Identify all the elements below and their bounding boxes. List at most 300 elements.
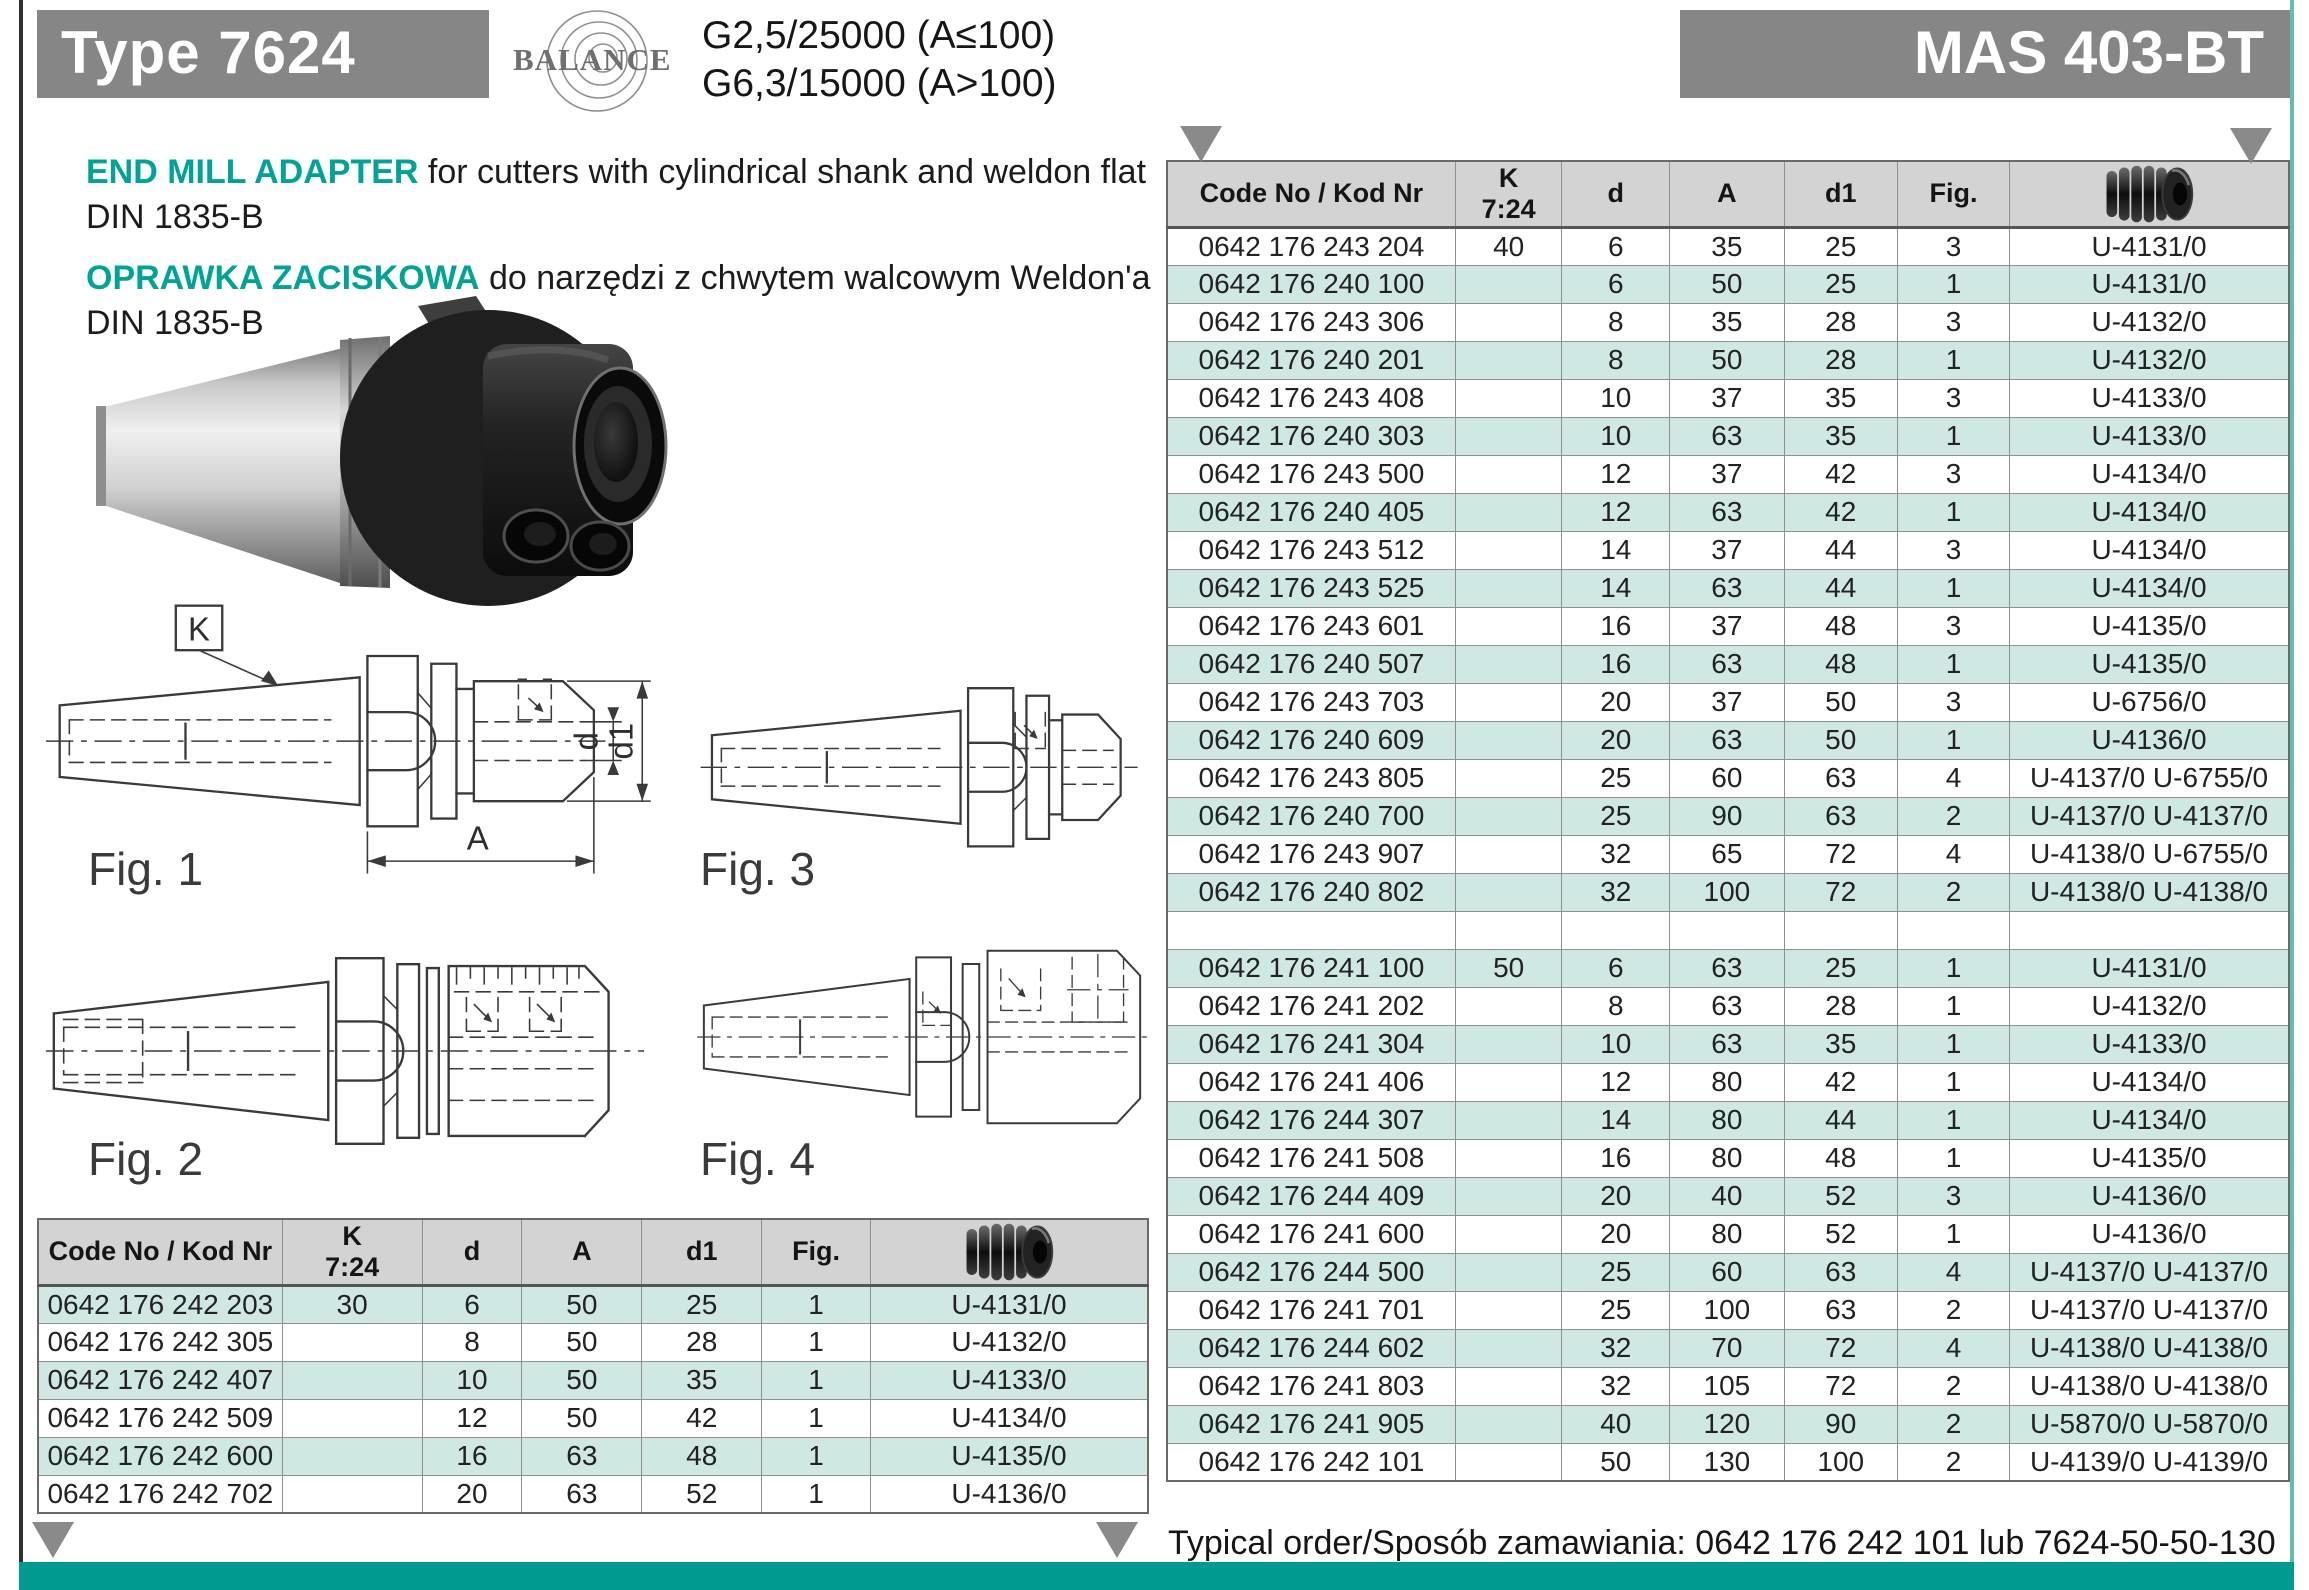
- cell-k: [1455, 379, 1562, 417]
- cell-d1: 72: [1784, 873, 1897, 911]
- table-row: [1167, 1101, 2289, 1139]
- col-header-fig: Fig.: [1897, 161, 2009, 227]
- cell-d: 12: [1562, 493, 1670, 531]
- cell-fig: 2: [1897, 797, 2009, 835]
- screw-wrap: [2010, 160, 2288, 218]
- cell-code: 0642 176 241 600: [1167, 1215, 1455, 1253]
- table-row: [1167, 987, 2289, 1025]
- cell-d1: 35: [1784, 379, 1897, 417]
- cell-a: 63: [1670, 569, 1784, 607]
- cell-code: 0642 176 243 907: [1167, 835, 1455, 873]
- cell-code: 0642 176 240 405: [1167, 493, 1455, 531]
- cell-k: [1455, 341, 1562, 379]
- cell-u: U-4131/0: [870, 1285, 1148, 1323]
- cell-d: 16: [422, 1437, 522, 1475]
- cell-d1: 42: [642, 1399, 762, 1437]
- cell-k: [1455, 987, 1562, 1025]
- cell-a: [1670, 911, 1784, 949]
- cell-a: 63: [522, 1437, 642, 1475]
- description-en-text: for cutters with cylindrical shank and weldon flat DIN 1835-B: [86, 153, 1147, 236]
- description-pl-text: do narzędzi z chwytem walcowym Weldon'a DIN 1835-B: [86, 259, 1151, 342]
- cell-fig: 1: [762, 1475, 871, 1513]
- set-screw-icon: [963, 1218, 1055, 1286]
- cell-u: U-4138/0 U-4138/0: [2010, 1329, 2289, 1367]
- table-row: [1167, 607, 2289, 645]
- cell-k: [1455, 493, 1562, 531]
- cell-a: 50: [522, 1361, 642, 1399]
- description-en: [86, 150, 1164, 240]
- table-row: [38, 1475, 1148, 1513]
- cell-code: 0642 176 240 802: [1167, 873, 1455, 911]
- table-row: [1167, 341, 2289, 379]
- cell-a: 37: [1670, 607, 1784, 645]
- cell-d: 8: [1562, 987, 1670, 1025]
- cell-code: 0642 176 240 507: [1167, 645, 1455, 683]
- standard-label: MAS 403-BT: [1680, 10, 2290, 98]
- cell-u: U-4136/0: [2010, 1177, 2289, 1215]
- table-row: [1167, 1443, 2289, 1481]
- cell-d: 16: [1562, 607, 1670, 645]
- col-header-code: Code No / Kod Nr: [1167, 161, 1455, 227]
- cell-fig: 3: [1897, 531, 2009, 569]
- cell-fig: 3: [1897, 227, 2009, 265]
- cell-d1: 25: [1784, 227, 1897, 265]
- cell-fig: 1: [1897, 1101, 2009, 1139]
- table-row: [1167, 303, 2289, 341]
- cell-a: 63: [1670, 949, 1784, 987]
- cell-a: 63: [1670, 987, 1784, 1025]
- cell-a: 35: [1670, 227, 1784, 265]
- cell-d1: 25: [1784, 949, 1897, 987]
- cell-d: 14: [1562, 1101, 1670, 1139]
- cell-a: 40: [1670, 1177, 1784, 1215]
- cell-a: 80: [1670, 1215, 1784, 1253]
- cell-d1: 50: [1784, 721, 1897, 759]
- col-header-code: Code No / Kod Nr: [38, 1219, 282, 1285]
- cell-a: 37: [1670, 379, 1784, 417]
- cell-u: U-4132/0: [870, 1323, 1148, 1361]
- table-row: [1167, 949, 2289, 987]
- cell-k: 40: [1455, 227, 1562, 265]
- cell-code: 0642 176 241 304: [1167, 1025, 1455, 1063]
- cell-d1: 44: [1784, 569, 1897, 607]
- cell-code: 0642 176 242 407: [38, 1361, 282, 1399]
- cell-code: 0642 176 243 204: [1167, 227, 1455, 265]
- cell-fig: 1: [762, 1361, 871, 1399]
- cell-d: 14: [1562, 531, 1670, 569]
- cell-a: 63: [1670, 493, 1784, 531]
- cell-d1: 28: [642, 1323, 762, 1361]
- fig1-dim-d1: d1: [602, 722, 640, 760]
- cell-k: [1455, 759, 1562, 797]
- table-row: [1167, 265, 2289, 303]
- cell-fig: 1: [1897, 1215, 2009, 1253]
- cell-code: 0642 176 243 408: [1167, 379, 1455, 417]
- description-pl-title: OPRAWKA ZACISKOWA: [86, 259, 480, 297]
- table-row: [1167, 1139, 2289, 1177]
- cell-d: 6: [1562, 265, 1670, 303]
- cell-u: U-4136/0: [870, 1475, 1148, 1513]
- table-row: [1167, 873, 2289, 911]
- cell-d1: 28: [1784, 341, 1897, 379]
- cell-a: 35: [1670, 303, 1784, 341]
- cell-u: U-4135/0: [2010, 1139, 2289, 1177]
- cell-d: 32: [1562, 1367, 1670, 1405]
- cell-d: 20: [422, 1475, 522, 1513]
- cell-fig: 1: [1897, 987, 2009, 1025]
- cell-d1: 42: [1784, 493, 1897, 531]
- cell-d: 40: [1562, 1405, 1670, 1443]
- table-row: [1167, 797, 2289, 835]
- cell-u: U-4132/0: [2010, 303, 2289, 341]
- cell-k: [282, 1437, 422, 1475]
- cell-a: 50: [1670, 265, 1784, 303]
- cell-u: U-5870/0 U-5870/0: [2010, 1405, 2289, 1443]
- balance-spec: [702, 12, 1057, 108]
- cell-code: 0642 176 243 703: [1167, 683, 1455, 721]
- cell-d1: 42: [1784, 455, 1897, 493]
- cell-d1: 100: [1784, 1443, 1897, 1481]
- col-header-d: d: [422, 1219, 522, 1285]
- cell-k: [1455, 911, 1562, 949]
- balance-logo: [505, 4, 690, 116]
- table-row: [1167, 493, 2289, 531]
- fig1-dim-a: A: [466, 819, 489, 857]
- cell-fig: 4: [1897, 1329, 2009, 1367]
- table-row: [1167, 759, 2289, 797]
- cell-d1: [1784, 911, 1897, 949]
- cell-code: 0642 176 243 500: [1167, 455, 1455, 493]
- cell-k: [1455, 569, 1562, 607]
- cell-code: 0642 176 243 525: [1167, 569, 1455, 607]
- table-row: [1167, 911, 2289, 949]
- cell-u: U-4131/0: [2010, 265, 2289, 303]
- cell-fig: 1: [1897, 1025, 2009, 1063]
- cell-a: 63: [1670, 645, 1784, 683]
- cell-u: U-4136/0: [2010, 721, 2289, 759]
- cell-u: U-4137/0 U-4137/0: [2010, 1291, 2289, 1329]
- cell-a: 80: [1670, 1139, 1784, 1177]
- cell-d1: 72: [1784, 1367, 1897, 1405]
- balance-spec-line2: G6,3/15000 (A>100): [702, 62, 1057, 105]
- cell-k: [282, 1399, 422, 1437]
- table-row: [1167, 1253, 2289, 1291]
- right-edge-rule: [2290, 0, 2294, 1562]
- col-header-d1: d1: [642, 1219, 762, 1285]
- cell-d1: 48: [1784, 1139, 1897, 1177]
- cell-code: 0642 176 243 306: [1167, 303, 1455, 341]
- table-row: [38, 1399, 1148, 1437]
- cell-d: 25: [1562, 1291, 1670, 1329]
- cell-code: 0642 176 240 700: [1167, 797, 1455, 835]
- cell-k: [1455, 1101, 1562, 1139]
- cell-code: 0642 176 240 609: [1167, 721, 1455, 759]
- col-header-k-line2: 7:24: [1481, 193, 1536, 224]
- table-row: [1167, 1177, 2289, 1215]
- cell-u: U-4134/0: [2010, 455, 2289, 493]
- cell-k: [1455, 265, 1562, 303]
- screw-wrap: [871, 1218, 1147, 1276]
- col-header-k-line2: 7:24: [325, 1251, 380, 1282]
- cell-k: [1455, 607, 1562, 645]
- cell-k: [1455, 797, 1562, 835]
- cell-k: [1455, 303, 1562, 341]
- down-triangle-icon: [32, 1522, 74, 1558]
- cell-u: U-4138/0 U-4138/0: [2010, 1367, 2289, 1405]
- cell-fig: 1: [1897, 417, 2009, 455]
- table-row: [1167, 1063, 2289, 1101]
- cell-k: [1455, 683, 1562, 721]
- cell-d1: 72: [1784, 1329, 1897, 1367]
- balance-logo-text: BALANCE: [513, 42, 672, 77]
- cell-fig: 1: [762, 1399, 871, 1437]
- cell-d: 6: [422, 1285, 522, 1323]
- cell-u: U-4134/0: [2010, 569, 2289, 607]
- cell-d: 10: [422, 1361, 522, 1399]
- cell-fig: 1: [1897, 721, 2009, 759]
- cell-code: 0642 176 243 512: [1167, 531, 1455, 569]
- cell-a: 80: [1670, 1063, 1784, 1101]
- figure-1-label: Fig. 1: [88, 843, 204, 895]
- cell-code: 0642 176 241 803: [1167, 1367, 1455, 1405]
- cell-u: U-6756/0: [2010, 683, 2289, 721]
- cell-code: 0642 176 241 100: [1167, 949, 1455, 987]
- fig1-k-callout: K: [188, 610, 211, 648]
- cell-fig: 1: [762, 1323, 871, 1361]
- cell-code: 0642 176 244 500: [1167, 1253, 1455, 1291]
- cell-d1: 28: [1784, 303, 1897, 341]
- cell-code: 0642 176 240 201: [1167, 341, 1455, 379]
- col-header-k-line1: K: [1498, 162, 1519, 193]
- cell-a: 63: [522, 1475, 642, 1513]
- cell-fig: 1: [1897, 645, 2009, 683]
- down-triangle-icon: [2230, 128, 2272, 164]
- cell-d1: 63: [1784, 797, 1897, 835]
- cell-u: U-4134/0: [2010, 493, 2289, 531]
- cell-u: U-4134/0: [2010, 1101, 2289, 1139]
- set-screw-icon: [2103, 160, 2195, 228]
- cell-fig: 1: [1897, 265, 2009, 303]
- cell-d1: 90: [1784, 1405, 1897, 1443]
- table-row: [1167, 417, 2289, 455]
- table-row: [1167, 227, 2289, 265]
- cell-d: 12: [1562, 455, 1670, 493]
- cell-u: U-4133/0: [2010, 1025, 2289, 1063]
- spec-table-k40-k50-body: [1167, 227, 2289, 1481]
- cell-d1: 35: [642, 1361, 762, 1399]
- col-header-fig: Fig.: [762, 1219, 871, 1285]
- cell-a: 63: [1670, 721, 1784, 759]
- cell-d: 12: [1562, 1063, 1670, 1101]
- cell-d: 32: [1562, 835, 1670, 873]
- cell-u: U-4134/0: [870, 1399, 1148, 1437]
- cell-k: [1455, 645, 1562, 683]
- cell-u: U-4131/0: [2010, 949, 2289, 987]
- cell-code: 0642 176 241 406: [1167, 1063, 1455, 1101]
- cell-code: 0642 176 241 508: [1167, 1139, 1455, 1177]
- cell-code: 0642 176 242 702: [38, 1475, 282, 1513]
- cell-a: 63: [1670, 417, 1784, 455]
- cell-k: [1455, 835, 1562, 873]
- cell-fig: 1: [762, 1437, 871, 1475]
- col-header-k: [282, 1219, 422, 1285]
- spec-table-k30-body: [38, 1285, 1148, 1513]
- cell-d1: 50: [1784, 683, 1897, 721]
- col-header-a: A: [1670, 161, 1784, 227]
- cell-u: U-4135/0: [870, 1437, 1148, 1475]
- cell-d1: 44: [1784, 1101, 1897, 1139]
- cell-d: 8: [1562, 303, 1670, 341]
- cell-fig: 1: [1897, 1139, 2009, 1177]
- cell-d: 10: [1562, 1025, 1670, 1063]
- cell-k: [1455, 455, 1562, 493]
- cell-fig: 2: [1897, 1367, 2009, 1405]
- cell-u: U-4137/0 U-6755/0: [2010, 759, 2289, 797]
- cell-a: 105: [1670, 1367, 1784, 1405]
- table-header-row: [1167, 161, 2289, 227]
- cell-fig: 1: [1897, 949, 2009, 987]
- table-row: [1167, 683, 2289, 721]
- cell-d1: 63: [1784, 1291, 1897, 1329]
- cell-u: U-4134/0: [2010, 1063, 2289, 1101]
- down-triangle-icon: [1180, 126, 1222, 162]
- bottom-accent-bar: [19, 1562, 2294, 1590]
- cell-fig: 3: [1897, 607, 2009, 645]
- cell-d: 6: [1562, 949, 1670, 987]
- cell-d1: 63: [1784, 759, 1897, 797]
- cell-code: 0642 176 240 100: [1167, 265, 1455, 303]
- table-header-row: [38, 1219, 1148, 1285]
- cell-fig: 4: [1897, 759, 2009, 797]
- cell-d: 25: [1562, 1253, 1670, 1291]
- cell-d1: 48: [642, 1437, 762, 1475]
- cell-fig: 4: [1897, 835, 2009, 873]
- spec-table-k40-k50: [1166, 160, 2290, 1482]
- cell-u: U-4136/0: [2010, 1215, 2289, 1253]
- cell-fig: 1: [1897, 569, 2009, 607]
- cell-code: 0642 176 241 202: [1167, 987, 1455, 1025]
- balance-spec-line1: G2,5/25000 (A≤100): [702, 14, 1056, 57]
- col-header-screw: [2010, 161, 2289, 227]
- cell-d1: 42: [1784, 1063, 1897, 1101]
- cell-u: U-4133/0: [2010, 379, 2289, 417]
- cell-code: 0642 176 241 701: [1167, 1291, 1455, 1329]
- cell-u: U-4135/0: [2010, 607, 2289, 645]
- cell-d1: 25: [642, 1285, 762, 1323]
- cell-fig: 2: [1897, 1443, 2009, 1481]
- cell-fig: 2: [1897, 873, 2009, 911]
- cell-d1: 52: [642, 1475, 762, 1513]
- cell-fig: 2: [1897, 1291, 2009, 1329]
- cell-code: 0642 176 241 905: [1167, 1405, 1455, 1443]
- cell-k: [282, 1475, 422, 1513]
- cell-fig: 3: [1897, 455, 2009, 493]
- cell-d1: 44: [1784, 531, 1897, 569]
- table-row: [1167, 455, 2289, 493]
- cell-d: 10: [1562, 379, 1670, 417]
- cell-u: U-4137/0 U-4137/0: [2010, 797, 2289, 835]
- cell-d: [1562, 911, 1670, 949]
- col-header-k-line1: K: [342, 1220, 362, 1251]
- cell-a: 70: [1670, 1329, 1784, 1367]
- cell-fig: 1: [1897, 341, 2009, 379]
- table-row: [1167, 1405, 2289, 1443]
- cell-d1: 48: [1784, 645, 1897, 683]
- cell-a: 60: [1670, 759, 1784, 797]
- col-header-a: A: [522, 1219, 642, 1285]
- table-row: [1167, 531, 2289, 569]
- cell-fig: 3: [1897, 303, 2009, 341]
- cell-d1: 35: [1784, 1025, 1897, 1063]
- page-title: Type 7624: [37, 10, 489, 98]
- cell-code: [1167, 911, 1455, 949]
- cell-a: 100: [1670, 1291, 1784, 1329]
- cell-d: 10: [1562, 417, 1670, 455]
- cell-d: 25: [1562, 759, 1670, 797]
- table-row: [1167, 721, 2289, 759]
- figure-4-label: Fig. 4: [700, 1133, 816, 1185]
- cell-fig: 1: [1897, 1063, 2009, 1101]
- cell-a: 90: [1670, 797, 1784, 835]
- cell-code: 0642 176 244 602: [1167, 1329, 1455, 1367]
- table-row: [1167, 379, 2289, 417]
- col-header-k: [1455, 161, 1562, 227]
- cell-k: [1455, 417, 1562, 455]
- cell-d1: 35: [1784, 417, 1897, 455]
- cell-d: 16: [1562, 1139, 1670, 1177]
- cell-a: 120: [1670, 1405, 1784, 1443]
- cell-a: 37: [1670, 455, 1784, 493]
- cell-k: [282, 1323, 422, 1361]
- col-header-d1: d1: [1784, 161, 1897, 227]
- cell-k: [1455, 1063, 1562, 1101]
- table-row: [1167, 1025, 2289, 1063]
- cell-d1: 52: [1784, 1177, 1897, 1215]
- table-row: [1167, 1329, 2289, 1367]
- cell-k: [1455, 1329, 1562, 1367]
- cell-k: [1455, 1139, 1562, 1177]
- cell-k: [1455, 721, 1562, 759]
- cell-u: [2010, 911, 2289, 949]
- cell-a: 37: [1670, 531, 1784, 569]
- cell-d: 20: [1562, 683, 1670, 721]
- cell-code: 0642 176 244 409: [1167, 1177, 1455, 1215]
- cell-k: [1455, 1215, 1562, 1253]
- cell-d1: 72: [1784, 835, 1897, 873]
- cell-d: 20: [1562, 1215, 1670, 1253]
- cell-d: 25: [1562, 797, 1670, 835]
- cell-k: [1455, 1177, 1562, 1215]
- table-row: [1167, 1291, 2289, 1329]
- table-row: [1167, 645, 2289, 683]
- table-row: [1167, 569, 2289, 607]
- cell-d: 50: [1562, 1443, 1670, 1481]
- figure-3-label: Fig. 3: [700, 843, 816, 895]
- cell-a: 65: [1670, 835, 1784, 873]
- cell-a: 60: [1670, 1253, 1784, 1291]
- cell-u: U-4135/0: [2010, 645, 2289, 683]
- cell-d: 20: [1562, 1177, 1670, 1215]
- cell-u: U-4137/0 U-4137/0: [2010, 1253, 2289, 1291]
- cell-fig: 4: [1897, 1253, 2009, 1291]
- cell-d1: 25: [1784, 265, 1897, 303]
- table-row: [38, 1285, 1148, 1323]
- cell-d: 32: [1562, 1329, 1670, 1367]
- table-row: [1167, 1215, 2289, 1253]
- cell-k: [1455, 1405, 1562, 1443]
- cell-k: 30: [282, 1285, 422, 1323]
- cell-a: 130: [1670, 1443, 1784, 1481]
